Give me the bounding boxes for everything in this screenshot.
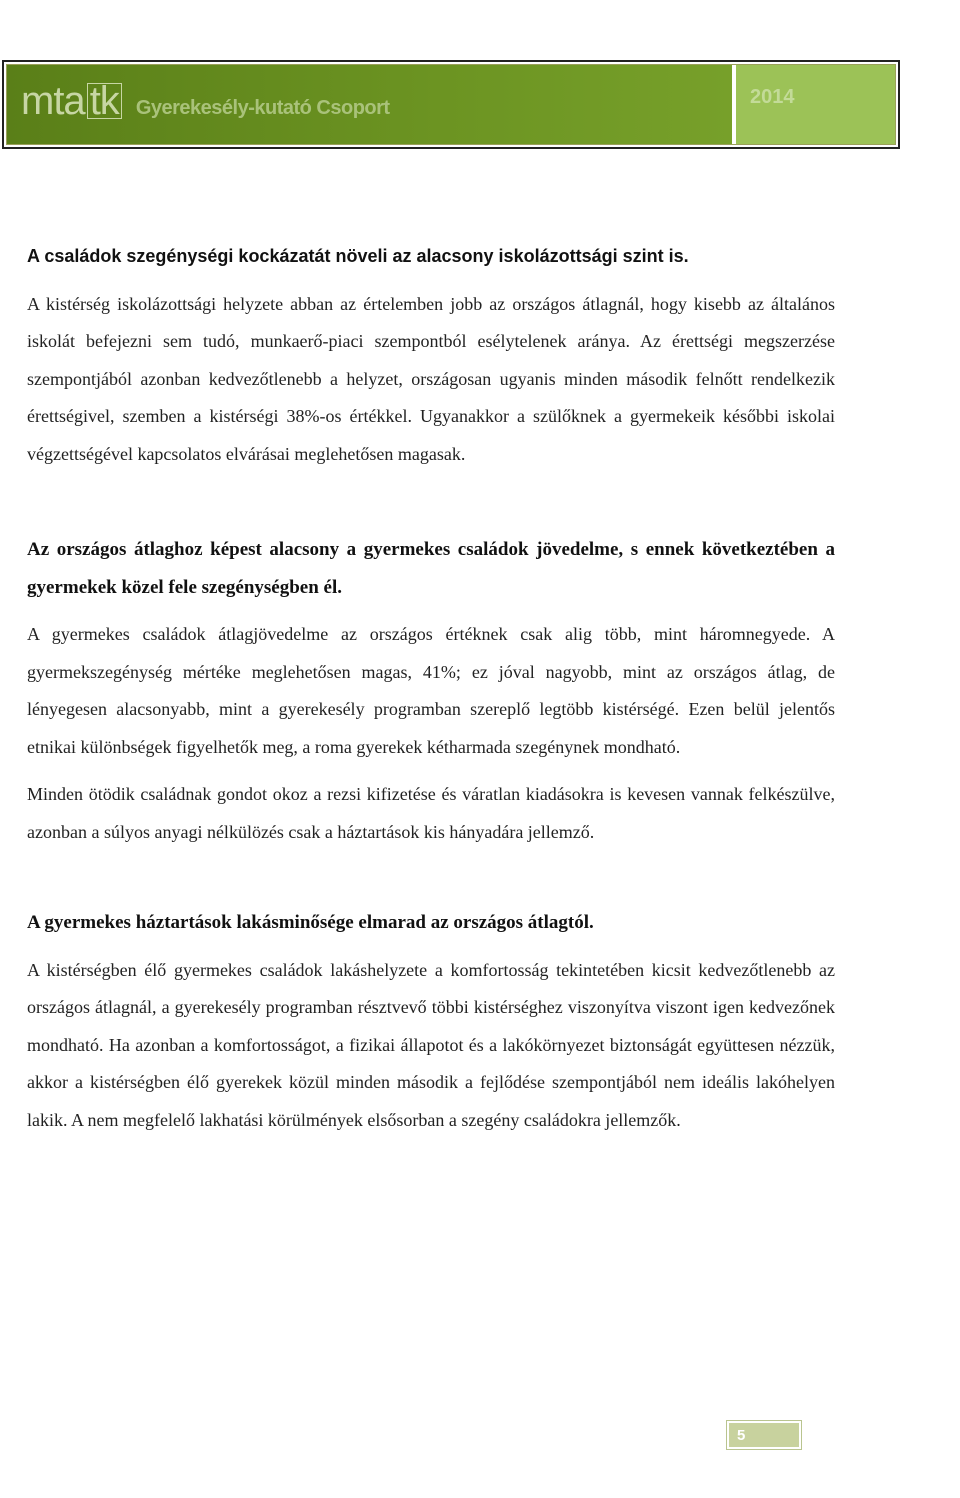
header-year: 2014 [750, 86, 795, 108]
logo-text: mta [21, 78, 85, 123]
group-name: Gyerekesély-kutató Csoport [135, 97, 390, 119]
body-paragraph: Minden ötödik családnak gondot okoz a rezsi kifizetése és váratlan kiadásokra is kevesen vannak felkészülve, azonban a súlyos anyagi nélkülözés csak a háztartások kis hányadára jellemző. [27, 784, 835, 842]
mtatk-logo [21, 78, 122, 123]
body-paragraph: A gyermekes családok átlagjövedelme az országos értéknek csak alig több, mint háromnegyede. A gyermekszegénység mértéke meglehetősen magas, 41%; ez jóval nagyobb, mint az országos átlag, de lényegesen alacsonyabb, mint a gyerekesély programban szereplő legtöbb kistérségé. Ezen belül jelentős etnikai különbségek figyelhetők meg, a roma gyerekek kétharmada szegénynek mondható. [27, 624, 835, 757]
page-header [6, 64, 896, 145]
document-body [27, 238, 835, 1139]
logo-box-text: tk [87, 83, 122, 119]
section-heading: Az országos átlaghoz képest alacsony a gyermekes családok jövedelme, s ennek következtében a gyermekek közel fele szegénységben él. [27, 539, 835, 598]
page-number-box [726, 1420, 802, 1450]
body-paragraph: A kistérség iskolázottsági helyzete abban az értelemben jobb az országos átlagnál, hogy kisebb az általános iskolát befejezni sem tudó, munkaerő-piaci szempontból esélytelenek aránya. Az érettségi megszerzése szempontjából azonban kedvezőtlenebb a helyzet, országosan ugyanis minden második felnőtt rendelkezik érettségivel, szemben a kistérségi 38%-os értékkel. Ugyanakkor a szülőknek a gyermekeik későbbi iskolai végzettségével kapcsolatos elvárásai meglehetősen magasak. [27, 293, 835, 464]
section-heading: A családok szegénységi kockázatát növeli az alacsony iskolázottsági szint is. [27, 246, 689, 266]
section-heading: A gyermekes háztartások lakásminősége elmarad az országos átlagtól. [27, 912, 594, 933]
header-banner [7, 65, 732, 144]
header-year-panel [732, 65, 895, 144]
page-number: 5 [729, 1423, 799, 1447]
body-paragraph: A kistérségben élő gyermekes családok lakáshelyzete a komfortosság tekintetében kicsit kedvezőtlenebb az országos átlagnál, a gyerekesély programban résztvevő többi kistérséghez viszonyítva viszont igen kedvezőnek mondható. Ha azonban a komfortosságot, a fizikai állapotot és a lakókörnyezet biztonságát együttesen nézzük, akkor a kistérségben élő gyerekek közül minden második a fejlődése szempontjából nem ideális lakóhelyen lakik. A nem megfelelő lakhatási körülmények elsősorban a szegény családokra jellemzők. [27, 959, 835, 1130]
